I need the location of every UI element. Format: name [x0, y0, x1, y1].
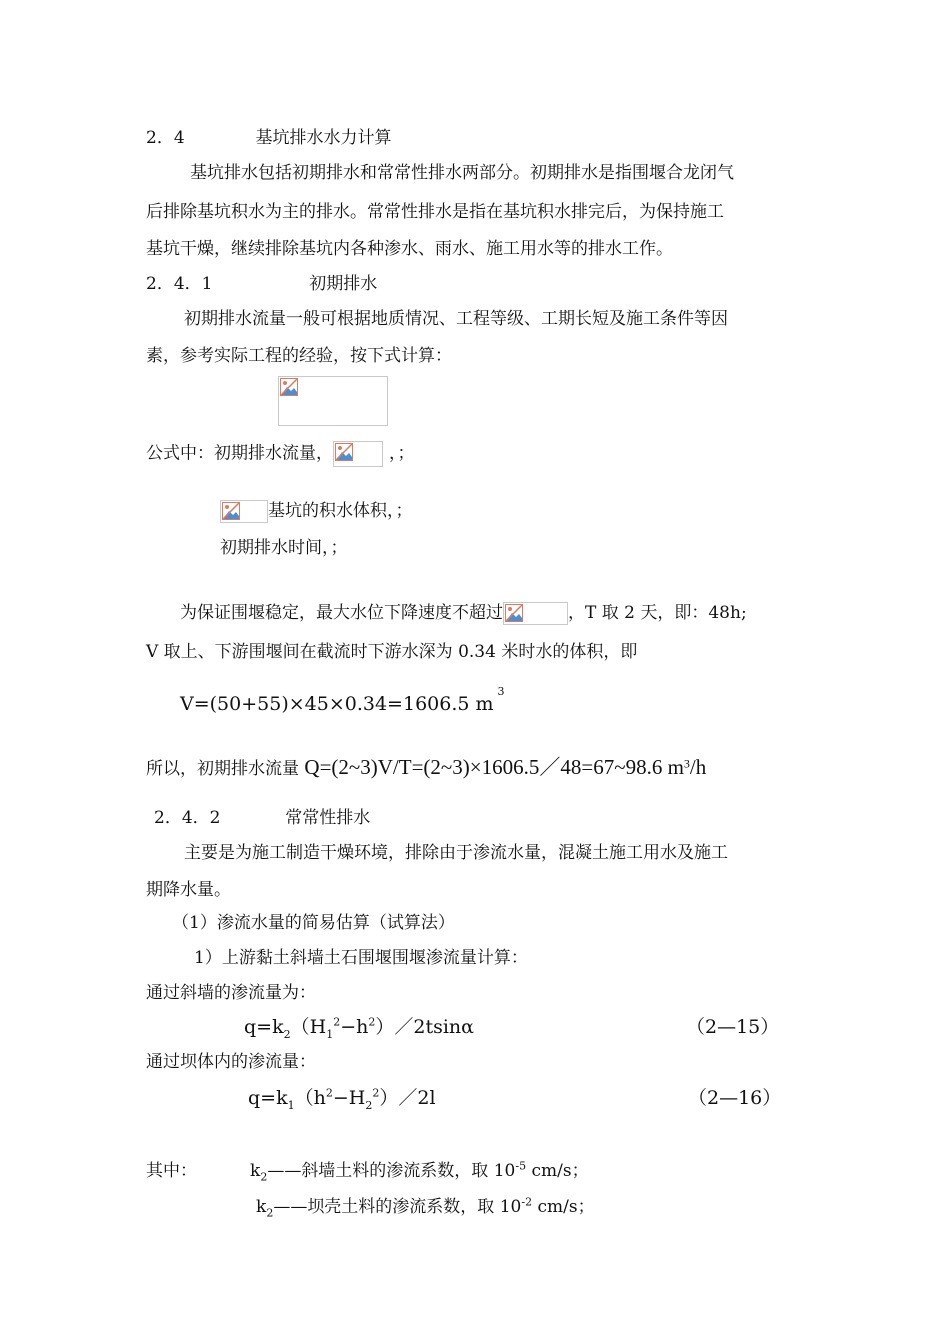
- def-sup: -5: [515, 1159, 527, 1173]
- v-def: V 取上、下游围堰间在截流时下游水深为 0.34 米时水的体积，即: [146, 642, 638, 662]
- k2-shell-definition: [256, 1195, 595, 1219]
- eq-text: （h: [294, 1087, 326, 1109]
- regular-line-2: 期降水量。: [146, 880, 231, 900]
- def-text: k: [250, 1161, 261, 1181]
- q-result: [146, 755, 706, 781]
- def-sub: 2: [260, 1170, 268, 1184]
- eq-text: −h: [340, 1016, 369, 1038]
- eq-sub: 2: [283, 1027, 291, 1041]
- wall-flow-label: 通过斜墙的渗流量为：: [146, 983, 316, 1003]
- equation-number-2-15: （2—15）: [686, 1016, 780, 1038]
- def-text: ——坝壳土料的渗流系数，取 10: [273, 1197, 522, 1217]
- eq-sup: 2: [368, 1015, 376, 1029]
- broken-image-icon: [222, 502, 240, 520]
- broken-image-icon: [280, 378, 298, 396]
- where-label: 其中：: [146, 1161, 197, 1181]
- v-calc: [180, 684, 505, 716]
- def-text: k: [256, 1197, 267, 1217]
- section-2-4-2-heading: [154, 806, 370, 830]
- section-number: 2．4．2: [154, 808, 221, 828]
- eq-sup: 2: [333, 1015, 341, 1029]
- v-calc-sup: 3: [497, 684, 505, 698]
- section-2-4-heading: [146, 126, 391, 150]
- eq-text: （H: [290, 1016, 327, 1038]
- item-1: （1）渗流水量的简易估算（试算法）: [172, 913, 455, 933]
- section-number: 2．4．1: [146, 274, 213, 294]
- equation-number-2-16: （2—16）: [688, 1087, 782, 1109]
- eq-text: ）／2tsinα: [375, 1016, 474, 1038]
- equation-2-15: [244, 1015, 474, 1039]
- formula-where-tail: ，；: [389, 443, 415, 464]
- q-result-formula: Q=(2~3)V/T=(2~3)×1606.5／48=67~98.6 m: [304, 755, 684, 779]
- broken-image-icon: [335, 443, 353, 461]
- section-2-4-1-heading: [146, 272, 377, 296]
- def-text: cm/s；: [532, 1197, 595, 1217]
- q-result-lead: 所以，初期排水流量: [146, 759, 305, 779]
- eq-sub: 2: [365, 1098, 373, 1112]
- intro-line-1: 基坑排水包括初期排水和常常性排水两部分。初期排水是指围堰合龙闭气: [190, 163, 734, 183]
- stability-line: [180, 601, 747, 625]
- formula-where-line: [146, 441, 415, 467]
- equation-2-16: [248, 1086, 436, 1110]
- k2-definition: [250, 1159, 589, 1183]
- section-title: 常常性排水: [285, 808, 371, 828]
- q-result-tail: /h: [689, 755, 707, 779]
- section-number: 2．4: [146, 128, 185, 148]
- eq-sup: 2: [325, 1086, 333, 1100]
- intro-line-3: 基坑干燥，继续排除基坑内各种渗水、雨水、施工用水等的排水工作。: [146, 239, 673, 259]
- intro-line-2: 后排除基坑积水为主的排水。常常性排水是指在基坑积水排完后，为保持施工: [146, 202, 724, 222]
- section-title: 基坑排水水力计算: [255, 128, 392, 148]
- eq-text: q=k: [248, 1087, 288, 1109]
- formula-image-placeholder: [503, 602, 568, 625]
- section-title: 初期排水: [309, 274, 378, 294]
- broken-image-icon: [505, 604, 523, 622]
- eq-sub: 1: [287, 1098, 295, 1112]
- regular-line-1: 主要是为施工制造干燥环境，排除由于渗流水量，混凝土施工用水及施工: [184, 843, 728, 863]
- dam-flow-label: 通过坝体内的渗流量：: [146, 1052, 316, 1072]
- time-def: 初期排水时间，；: [220, 538, 348, 558]
- item-1-1: 1）上游黏土斜墙土石围堰围堰渗流量计算：: [194, 948, 528, 968]
- initial-line-1: 初期排水流量一般可根据地质情况、工程等级、工期长短及施工条件等因: [184, 309, 728, 329]
- eq-text: ）／2l: [379, 1087, 436, 1109]
- stability-before: 为保证围堰稳定，最大水位下降速度不超过: [180, 603, 503, 623]
- def-text: ——斜墙土料的渗流系数，取 10: [267, 1161, 516, 1181]
- eq-text: q=k: [244, 1016, 284, 1038]
- volume-def-line: [220, 499, 413, 523]
- def-sup: -2: [521, 1195, 533, 1209]
- eq-sub: 1: [326, 1027, 334, 1041]
- q-result-sup: 3: [683, 756, 690, 771]
- initial-line-2: 素，参考实际工程的经验，按下式计算：: [146, 346, 452, 366]
- eq-text: −H: [332, 1087, 366, 1109]
- formula-image-placeholder: [278, 376, 388, 426]
- formula-image-placeholder: [220, 500, 268, 523]
- formula-where-label: 公式中：初期排水流量，: [146, 443, 333, 464]
- eq-sup: 2: [372, 1086, 380, 1100]
- v-calc-text: V=(50+55)×45×0.34=1606.5 m: [180, 693, 494, 715]
- def-sub: 2: [266, 1206, 274, 1220]
- volume-def: 基坑的积水体积，；: [268, 501, 413, 521]
- stability-after: ，T 取 2 天，即：48h;: [568, 603, 747, 623]
- def-text: cm/s；: [526, 1161, 589, 1181]
- formula-image-placeholder: [333, 441, 383, 467]
